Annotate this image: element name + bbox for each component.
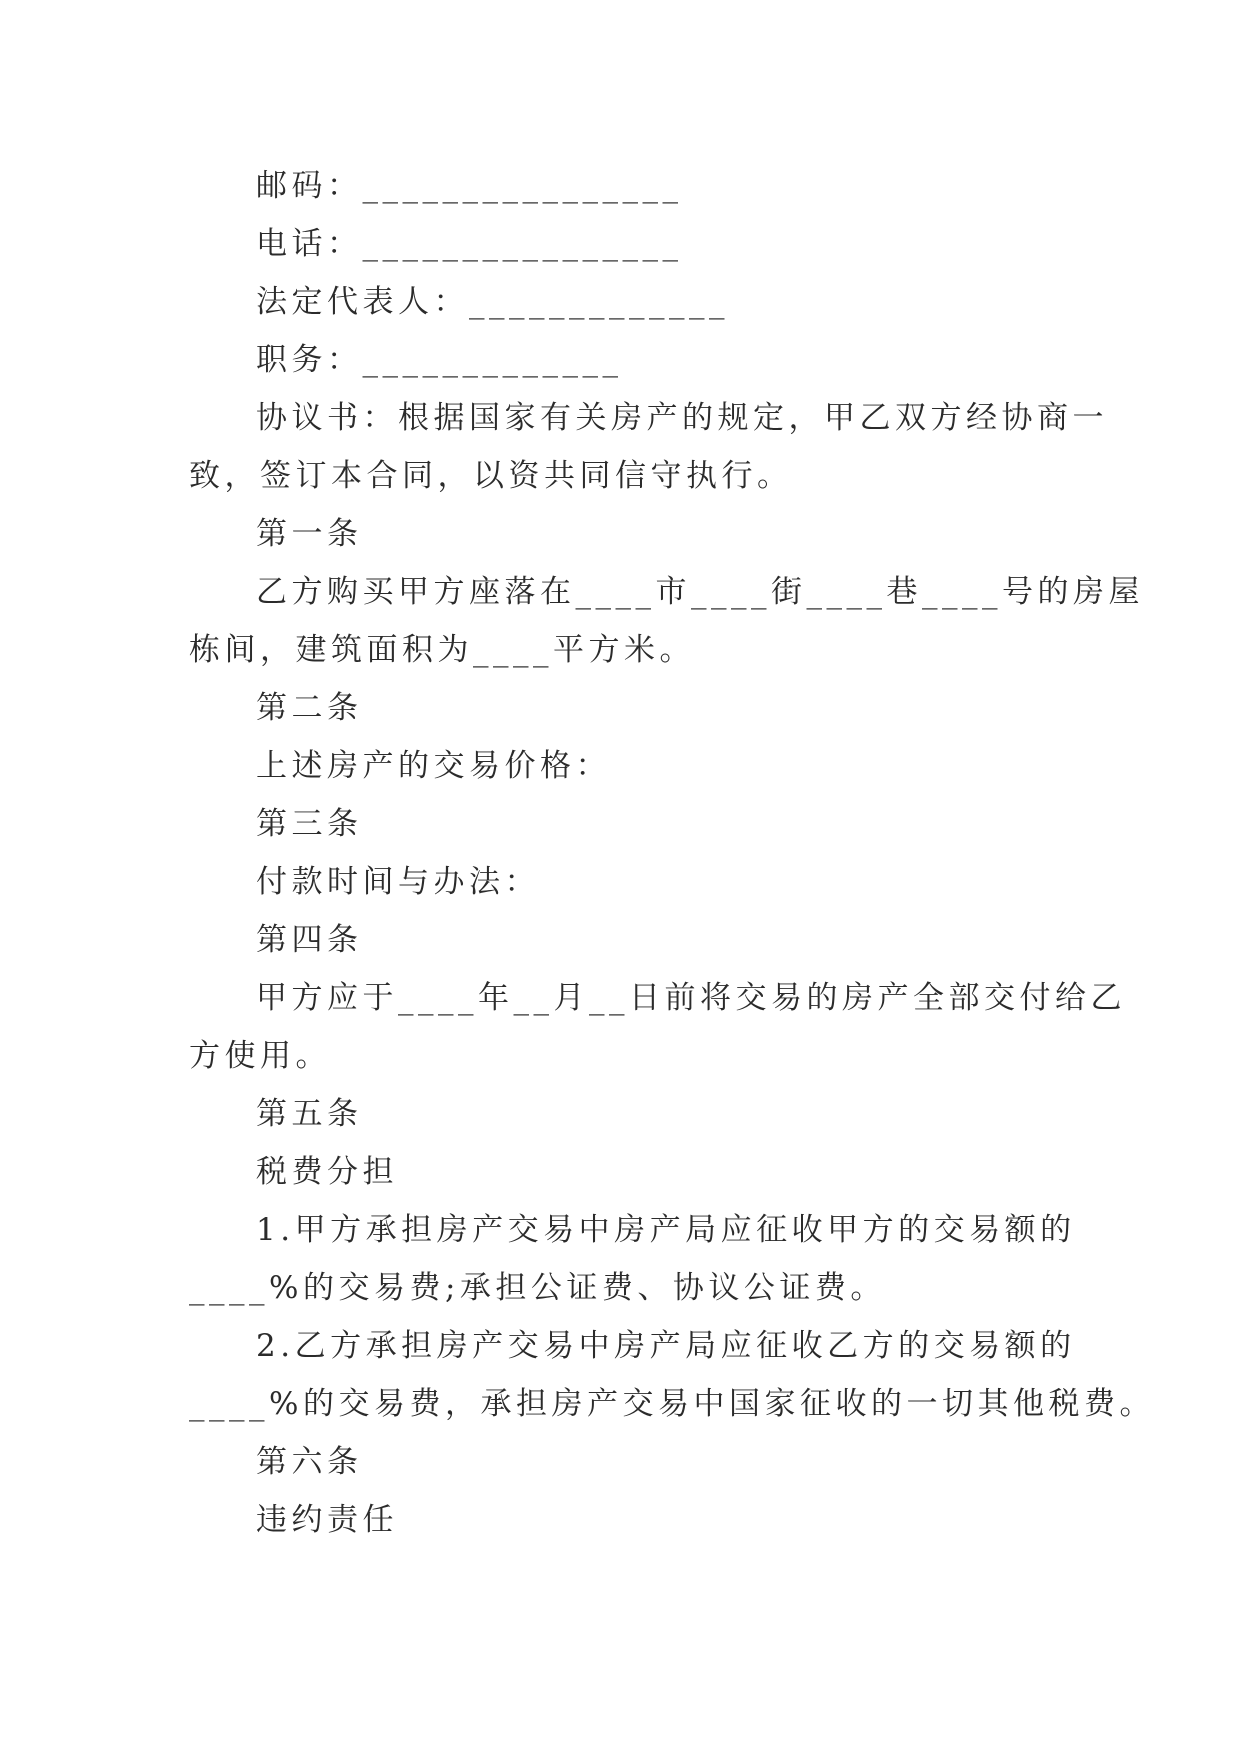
article-5-subheading: 税费分担	[256, 1154, 398, 1190]
article-2-text: 上述房产的交易价格：	[256, 748, 611, 784]
legal-representative-line: 法定代表人：_____________	[256, 284, 729, 320]
article-1-heading: 第一条	[256, 516, 363, 552]
document-body	[189, 157, 1155, 1549]
article-3-heading: 第三条	[256, 806, 363, 842]
article-5-item-2: 2.乙方承担房产交易中房产局应征收乙方的交易额的	[256, 1328, 1076, 1364]
article-5-item-1-continuation: ____%的交易费;承担公证费、协议公证费。	[189, 1270, 886, 1306]
article-4-text: 甲方应于____年__月__日前将交易的房产全部交付给乙	[256, 980, 1126, 1016]
article-6-heading: 第六条	[256, 1444, 363, 1480]
article-5-item-1: 1.甲方承担房产交易中房产局应征收甲方的交易额的	[256, 1212, 1076, 1248]
article-2-heading: 第二条	[256, 690, 363, 726]
article-5-item-2-continuation: ____%的交易费，承担房产交易中国家征收的一切其他税费。	[189, 1386, 1155, 1422]
phone-line: 电话：________________	[256, 226, 683, 262]
article-3-text: 付款时间与办法：	[256, 864, 540, 900]
article-1-text: 乙方购买甲方座落在____市____街____巷____号的房屋	[256, 574, 1144, 610]
agreement-intro-continuation: 致，签订本合同，以资共同信守执行。	[189, 458, 793, 494]
article-4-text-continuation: 方使用。	[189, 1038, 331, 1074]
article-4-heading: 第四条	[256, 922, 363, 958]
position-line: 职务：_____________	[256, 342, 623, 378]
article-5-heading: 第五条	[256, 1096, 363, 1132]
agreement-intro-line: 协议书：根据国家有关房产的规定，甲乙双方经协商一	[256, 400, 1108, 436]
postal-code-line: 邮码：________________	[256, 168, 683, 204]
article-1-text-continuation: 栋间，建筑面积为____平方米。	[189, 632, 695, 668]
article-6-subheading: 违约责任	[256, 1502, 398, 1538]
